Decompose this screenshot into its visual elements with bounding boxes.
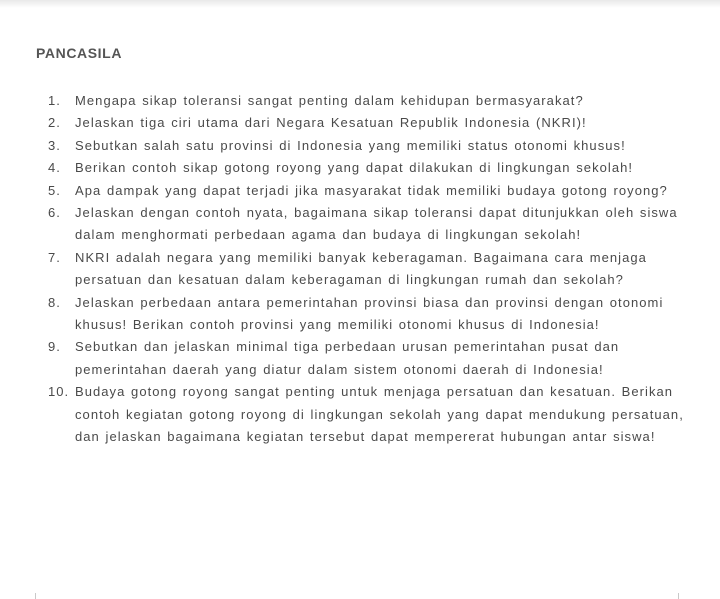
question-number: 7.: [48, 249, 61, 265]
question-item: [48, 112, 688, 134]
question-text: NKRI adalah negara yang memiliki banyak keberagaman. Bagaimana cara menjaga persatuan dan kesatuan dalam keberagaman di lingkungan rumah dan sekolah?: [75, 249, 647, 288]
question-text: Budaya gotong royong sangat penting untuk menjaga persatuan dan kesatuan. Berikan contoh kegiatan gotong royong di lingkungan sekolah yang dapat mendukung persatuan, dan jelaskan bagaimana kegiatan tersebut dapat mempererat hubungan antar siswa!: [75, 384, 684, 445]
question-text: Berikan contoh sikap gotong royong yang dapat dilakukan di lingkungan sekolah!: [75, 160, 634, 176]
question-number: 2.: [48, 115, 61, 131]
question-number: 6.: [48, 205, 61, 221]
page-corner-mark-left: [35, 593, 36, 599]
question-text: Mengapa sikap toleransi sangat penting dalam kehidupan bermasyarakat?: [75, 93, 584, 108]
question-number: 5.: [48, 182, 61, 198]
top-shadow: [0, 0, 720, 8]
question-item: [48, 381, 688, 448]
question-text: Apa dampak yang dapat terjadi jika masyarakat tidak memiliki budaya gotong royong?: [75, 182, 668, 198]
question-item: [48, 292, 688, 337]
question-number: 4.: [48, 160, 61, 176]
question-text: Jelaskan perbedaan antara pemerintahan provinsi biasa dan provinsi dengan otonomi khusus! Berikan contoh provinsi yang memiliki otonomi khusus di Indonesia!: [75, 294, 664, 333]
question-item: [48, 135, 688, 157]
document-title: PANCASILA: [36, 45, 123, 61]
question-text: Sebutkan dan jelaskan minimal tiga perbedaan urusan pemerintahan pusat dan pemerintahan daerah yang diatur dalam sistem otonomi daerah di Indonesia!: [75, 339, 620, 377]
question-item: [48, 336, 688, 381]
question-item: [48, 90, 688, 112]
question-number: 8.: [48, 294, 61, 310]
question-text: Jelaskan tiga ciri utama dari Negara Kesatuan Republik Indonesia (NKRI)!: [75, 115, 587, 131]
question-item: [48, 157, 688, 179]
question-number: 1.: [48, 93, 61, 108]
page-corner-mark-right: [678, 593, 679, 599]
question-item: [48, 202, 688, 247]
question-text: Jelaskan dengan contoh nyata, bagaimana sikap toleransi dapat ditunjukkan oleh siswa dalam menghormati perbedaan agama dan budaya di lingkungan sekolah!: [75, 205, 678, 243]
question-item: [48, 180, 688, 202]
question-number: 10.: [48, 384, 70, 400]
question-list: [48, 90, 688, 449]
question-item: [48, 247, 688, 292]
question-number: 3.: [48, 137, 61, 153]
question-text: Sebutkan salah satu provinsi di Indonesia yang memiliki status otonomi khusus!: [75, 137, 626, 153]
question-number: 9.: [48, 339, 61, 355]
